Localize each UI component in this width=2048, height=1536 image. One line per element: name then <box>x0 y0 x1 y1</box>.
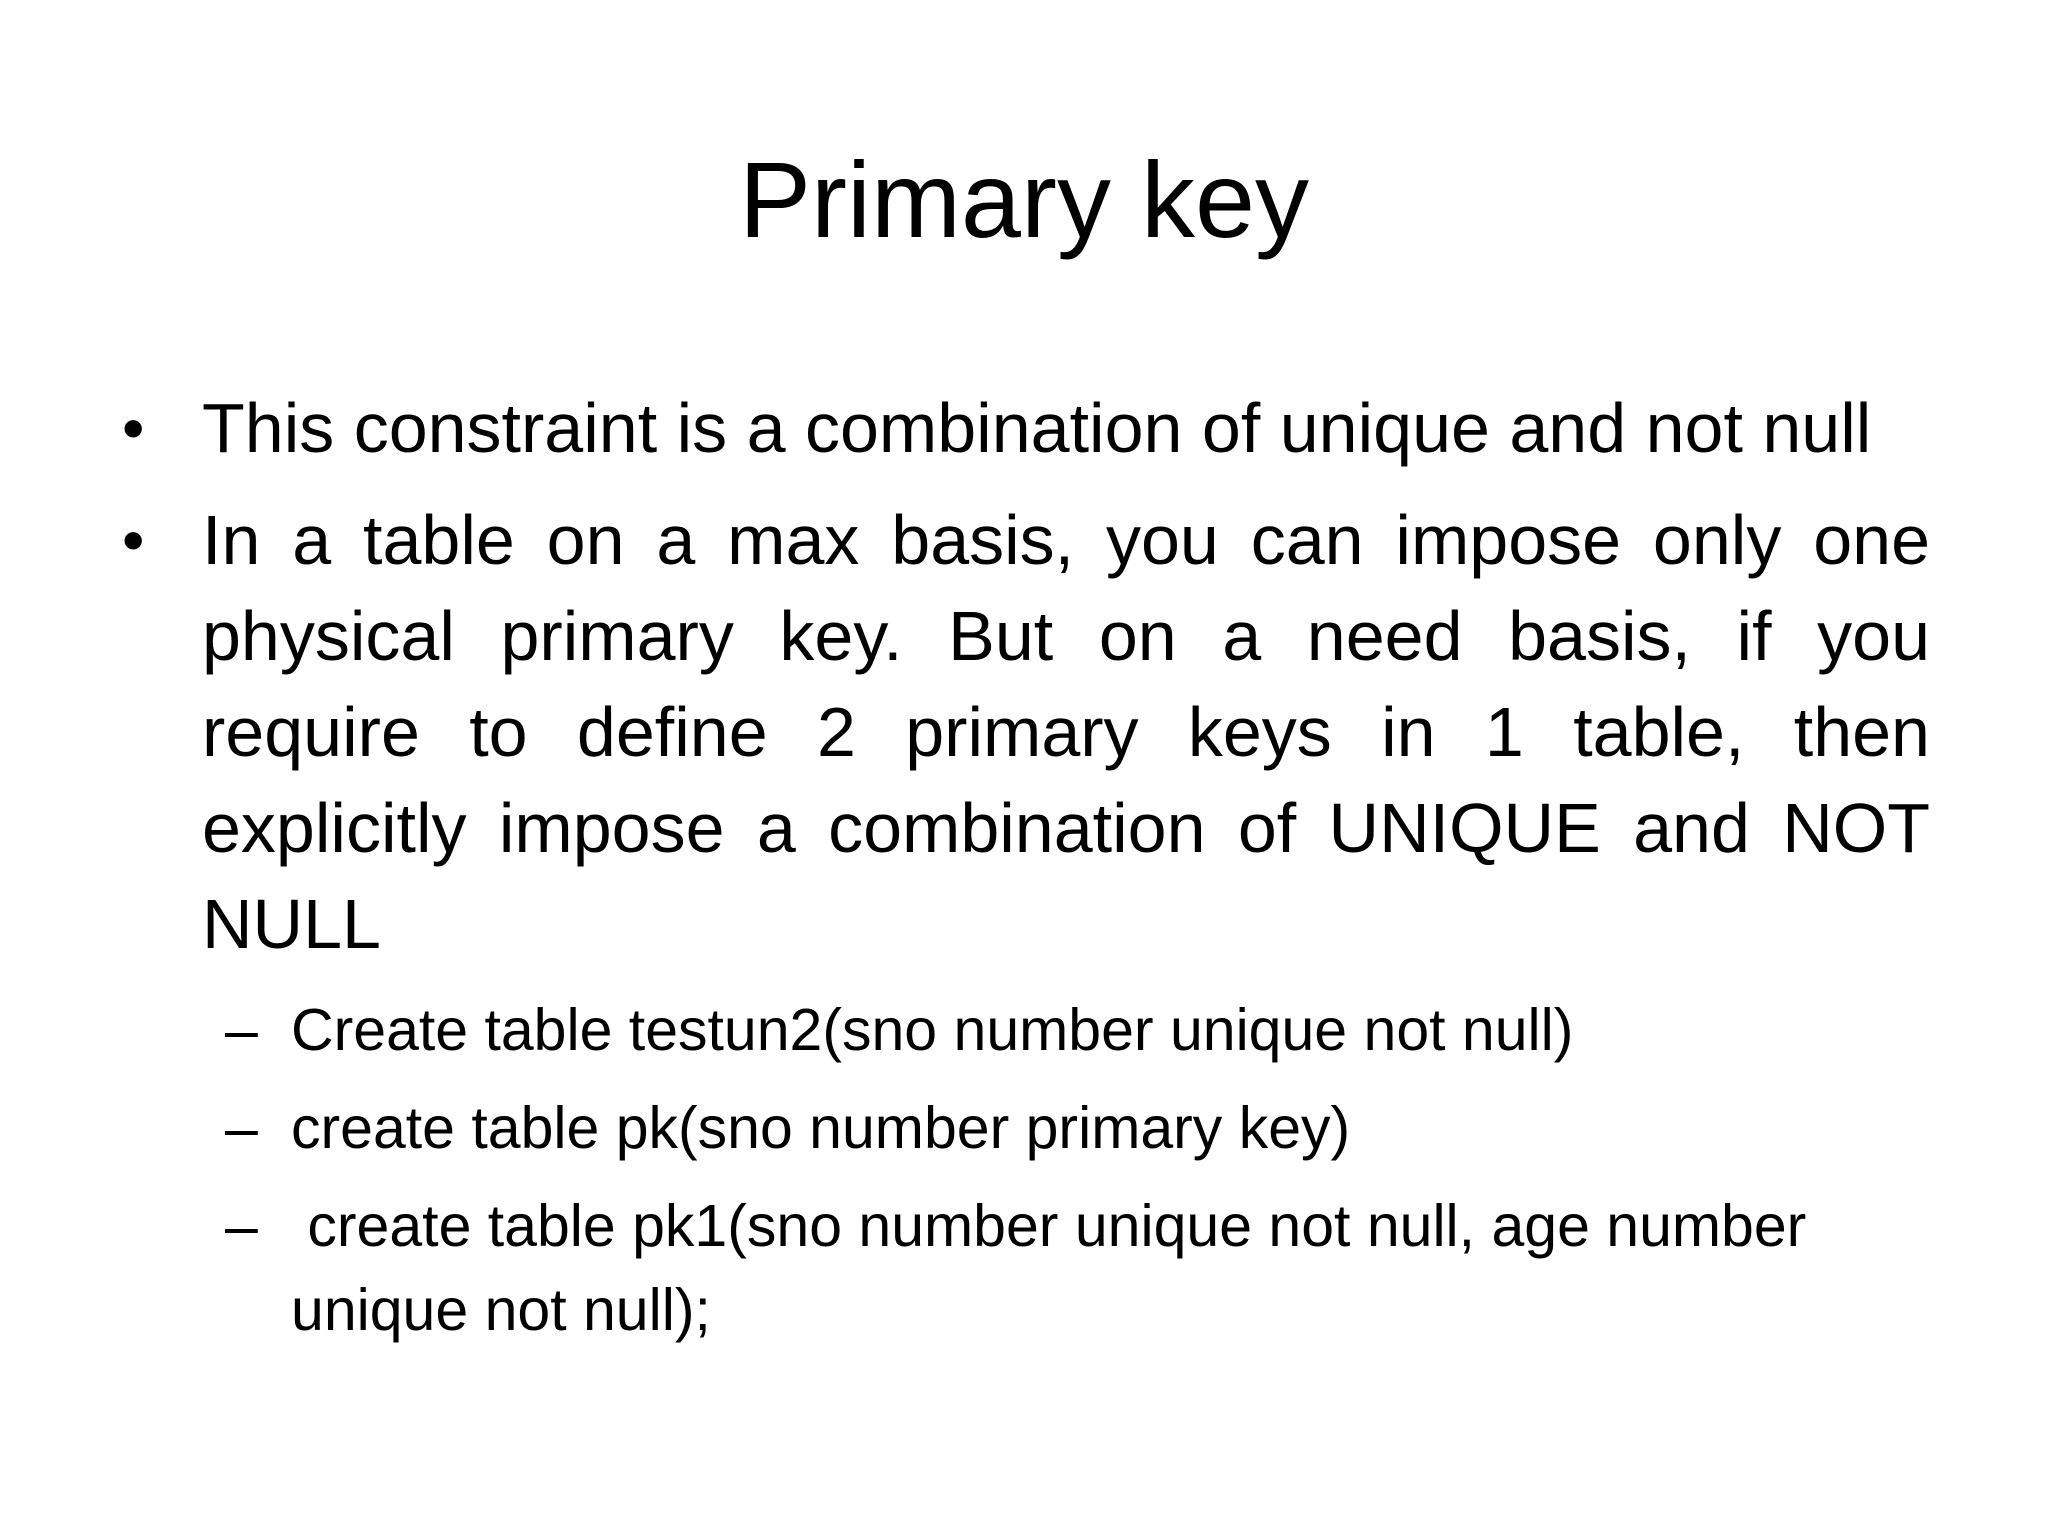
bullet-marker: • <box>122 392 145 464</box>
bullet-list <box>0 380 2048 1366</box>
dash-marker: – <box>225 997 258 1063</box>
sub-bullet-text: Create table testun2(sno number unique not null) <box>291 997 1574 1063</box>
sub-bullet-text: create table pk(sno number primary key) <box>291 1095 1351 1161</box>
dash-marker: – <box>225 1095 258 1161</box>
bullet-text: In a table on a max basis, you can impose only one physical primary key. But on a need basis, if you require to define 2 primary keys in 1 table, then explicitly impose a combination of UNIQUE and NOT NULL <box>202 501 1930 963</box>
sub-bullet-list <box>0 988 2048 1352</box>
bullet-marker: • <box>122 504 145 576</box>
sub-bullet-item <box>225 1184 1928 1352</box>
sub-bullet-item <box>225 988 1928 1072</box>
bullet-text: This constraint is a combination of unique and not null <box>202 389 1872 467</box>
sub-bullet-item <box>225 1086 1928 1170</box>
sub-list-container <box>0 988 2048 1352</box>
sub-bullet-text: create table pk1(sno number unique not null, age number unique not null); <box>291 1193 1823 1343</box>
bullet-item <box>122 492 1930 972</box>
slide-title: Primary key <box>738 139 1310 260</box>
bullet-item <box>122 380 1930 476</box>
dash-marker: – <box>225 1193 258 1259</box>
